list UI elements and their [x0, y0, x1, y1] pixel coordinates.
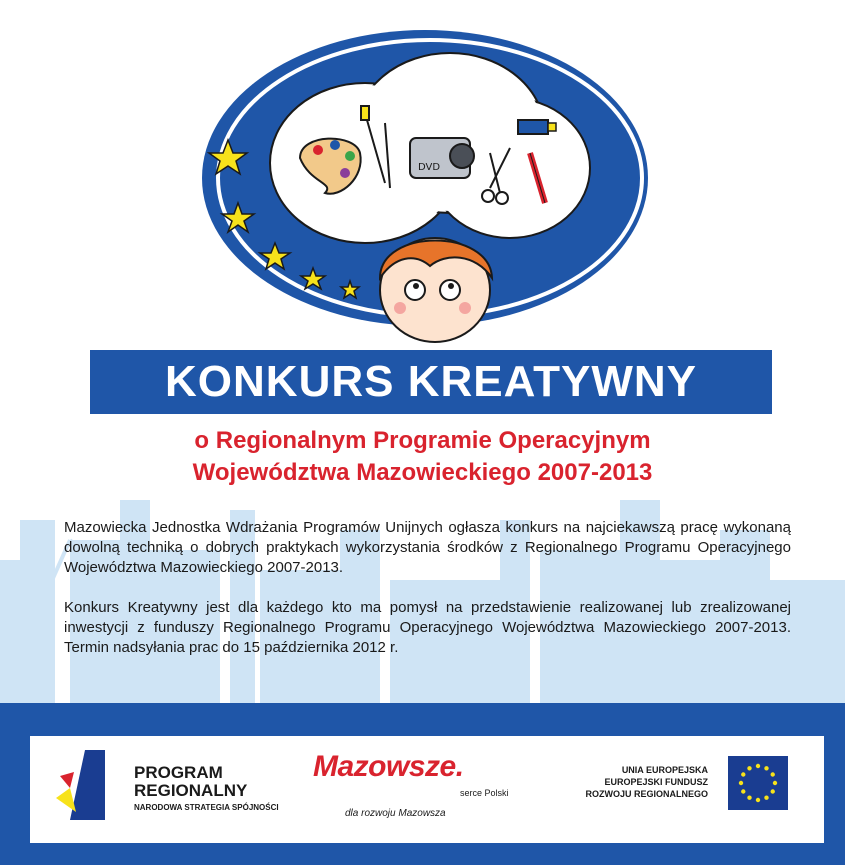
eu-star — [771, 772, 775, 776]
page-title: KONKURS KREATYWNY — [165, 357, 697, 406]
eu-star — [764, 796, 768, 800]
eu-star — [741, 789, 745, 793]
mazowsze-subline: dla rozwoju Mazowsza — [345, 808, 446, 819]
hero-illustration — [200, 28, 650, 343]
camcorder-icon — [410, 138, 474, 178]
program-label: PROGRAM — [134, 763, 223, 782]
body-text — [64, 518, 791, 678]
regionalny-label: REGIONALNY — [134, 781, 248, 800]
eu-star — [741, 772, 745, 776]
eu-star — [747, 796, 751, 800]
eu-text-block — [558, 764, 708, 800]
title-banner — [90, 350, 772, 414]
subtitle-line-2: Województwa Mazowieckiego 2007-2013 — [192, 459, 653, 486]
paragraph-2: Konkurs Kreatywny jest dla każdego kto ma pomysł na przedstawienie realizowanej lub zrealizowanej inwestycji z funduszy Regionalnego Programu Operacyjnego Województwa Mazowieckiego 2007-2013. Termin nadsyłania prac do 15 października 2012 r. — [64, 599, 791, 656]
eu-star — [756, 764, 760, 768]
eu-star — [771, 789, 775, 793]
eu-star — [747, 766, 751, 770]
eu-flag-icon — [728, 756, 788, 810]
eu-line-1: UNIA EUROPEJSKA — [621, 765, 708, 775]
eu-star — [756, 798, 760, 802]
svg-text:DVD: DVD — [418, 162, 441, 173]
mazowsze-logo — [305, 750, 535, 840]
footer-band — [0, 703, 845, 865]
logo-panel — [30, 736, 824, 843]
eu-line-2: EUROPEJSKI FUNDUSZ — [604, 777, 708, 787]
paragraph-1: Mazowiecka Jednostka Wdrażania Programów Unijnych ogłasza konkurs na najciekawszą pracę wykonaną dowolną techniką o dobrych praktykach wykorzystania środków z Regionalnego Programu Operacyjnego Województwa Mazowieckiego 2007-2013. — [64, 519, 791, 576]
program-regionalny-icon — [50, 750, 110, 820]
mazowsze-wordmark: Mazowsze. — [313, 750, 464, 783]
eu-star — [773, 781, 777, 785]
program-regionalny-logo — [50, 744, 310, 834]
mazowsze-tagline: serce Polski — [460, 788, 509, 798]
eu-line-3: ROZWOJU REGIONALNEGO — [585, 789, 708, 799]
eu-star — [739, 781, 743, 785]
subtitle — [0, 425, 845, 489]
nss-label: NARODOWA STRATEGIA SPÓJNOŚCI — [134, 803, 279, 812]
eu-star — [764, 766, 768, 770]
subtitle-line-1: o Regionalnym Programie Operacyjnym — [194, 427, 651, 454]
boy-character — [380, 238, 492, 342]
